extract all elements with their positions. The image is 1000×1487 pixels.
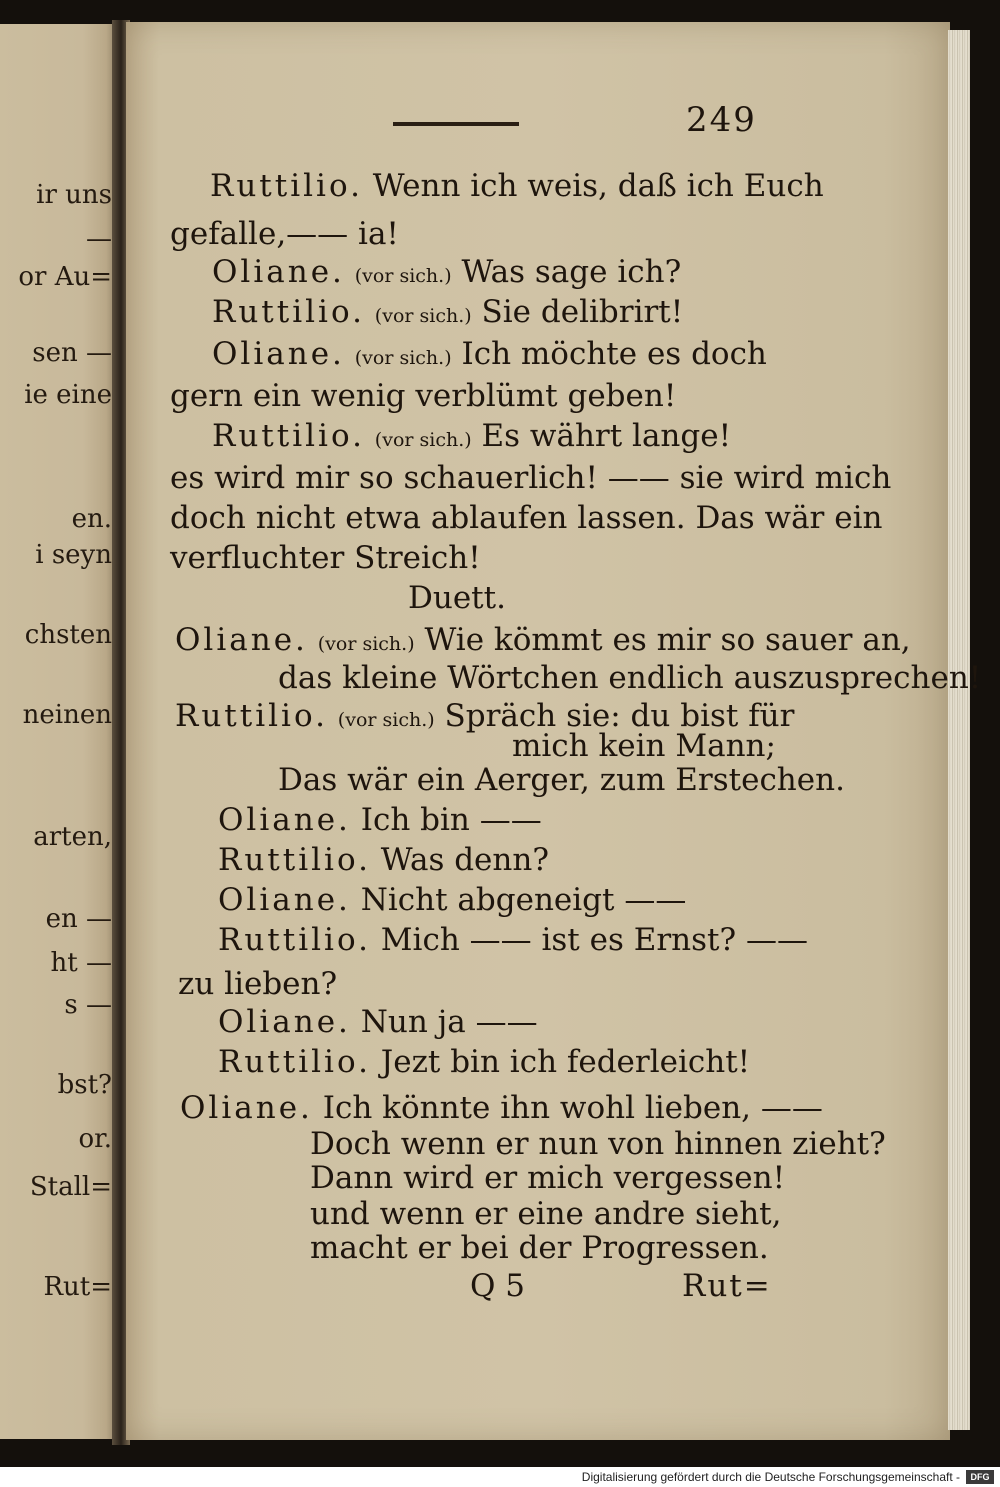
line-text: Wie kömmt es mir so sauer an, <box>424 622 911 658</box>
left-page-fragment: ir uns <box>36 180 112 210</box>
stage-direction: (vor sich.) <box>354 265 452 287</box>
line-text: Ich bin —— <box>360 802 542 838</box>
left-page-fragment: arten, <box>33 822 112 852</box>
text-line <box>310 1126 886 1162</box>
line-text: Ich könnte ihn wohl lieben, —— <box>322 1090 823 1126</box>
left-page-fragment: neinen <box>22 700 112 730</box>
line-text: gefalle,—— ia! <box>170 216 399 252</box>
left-page-fragment: i seyn <box>35 540 112 570</box>
text-line <box>310 1160 785 1196</box>
left-page-fragment: — <box>86 224 112 254</box>
text-line <box>212 336 767 372</box>
text-line <box>278 660 981 696</box>
text-line <box>218 922 808 958</box>
line-text: Sie delibrirt! <box>481 294 684 330</box>
left-page-fragment: ht — <box>50 948 112 978</box>
left-page-fragment: ie eine <box>24 380 112 410</box>
speaker-name: Ruttilio. <box>212 294 365 330</box>
speaker-name: Ruttilio. <box>218 842 371 878</box>
left-page-fragment: Rut= <box>43 1272 112 1302</box>
speaker-name: Oliane. <box>218 1004 351 1040</box>
left-page-fragment: or. <box>78 1124 112 1154</box>
line-text: macht er bei der Progressen. <box>310 1230 769 1266</box>
line-text: Duett. <box>408 580 506 616</box>
text-line <box>218 1044 750 1080</box>
text-line <box>170 216 399 252</box>
text-line <box>218 842 549 878</box>
speaker-name: Ruttilio. <box>212 418 365 454</box>
line-text: Ich möchte es doch <box>461 336 767 372</box>
speaker-name: Oliane. <box>175 622 308 658</box>
line-text: doch nicht etwa ablaufen lassen. Das wär ein <box>170 500 883 536</box>
line-text: Nun ja —— <box>360 1004 538 1040</box>
footer-credit: Digitalisierung gefördert durch die Deutsche Forschungsgemeinschaft - <box>581 1470 960 1484</box>
text-line <box>180 1090 823 1126</box>
stage-direction: (vor sich.) <box>374 429 472 451</box>
stage-direction: (vor sich.) <box>337 709 435 731</box>
speaker-name: Oliane. <box>218 882 351 918</box>
signature-mark: Q 5 <box>470 1268 525 1304</box>
text-line <box>310 1230 769 1266</box>
text-line <box>212 418 731 454</box>
text-line <box>512 728 776 764</box>
page-number: 249 <box>686 100 757 140</box>
line-text: das kleine Wörtchen endlich auszusprechen! <box>278 660 982 696</box>
stage-direction: (vor sich.) <box>317 633 415 655</box>
speaker-name: Ruttilio. <box>175 698 328 734</box>
text-line <box>212 294 683 330</box>
left-page-fragment: Stall= <box>29 1172 112 1202</box>
header-rule <box>393 122 519 126</box>
text-line <box>218 882 686 918</box>
text-line <box>218 1004 538 1040</box>
line-text: Wenn ich weis, daß ich Euch <box>372 168 824 204</box>
speaker-name: Oliane. <box>212 254 345 290</box>
line-text: zu lieben? <box>178 966 338 1002</box>
catchword: Rut= <box>682 1268 772 1304</box>
line-text: Nicht abgeneigt —— <box>360 882 687 918</box>
line-text: Spräch sie: du bist für <box>444 698 795 734</box>
text-line <box>175 622 911 658</box>
left-page-fragment: s — <box>64 990 112 1020</box>
speaker-name: Ruttilio. <box>218 922 371 958</box>
line-text: und wenn er eine andre sieht, <box>310 1196 782 1232</box>
line-text: Mich —— ist es Ernst? —— <box>380 922 808 958</box>
left-page-fragment: sen — <box>32 338 112 368</box>
dfg-logo: DFG <box>966 1470 994 1484</box>
speaker-name: Oliane. <box>212 336 345 372</box>
left-page-fragment: or Au= <box>18 262 112 292</box>
text-line <box>170 500 882 536</box>
speaker-name: Oliane. <box>218 802 351 838</box>
left-page-fragment: chsten <box>24 620 112 650</box>
stage-direction: (vor sich.) <box>354 347 452 369</box>
page-edges <box>948 30 970 1430</box>
line-text: Dann wird er mich vergessen! <box>310 1160 786 1196</box>
text-line <box>210 168 824 204</box>
text-line <box>278 762 845 798</box>
line-text: Es währt lange! <box>481 418 732 454</box>
text-line <box>218 802 542 838</box>
speaker-name: Oliane. <box>180 1090 313 1126</box>
text-line <box>178 966 337 1002</box>
line-text: Das wär ein Aerger, zum Erstechen. <box>278 762 845 798</box>
text-line <box>170 460 891 496</box>
speaker-name: Ruttilio. <box>210 168 363 204</box>
left-page-fragment: bst? <box>57 1070 112 1100</box>
line-text: mich kein Mann; <box>512 728 776 764</box>
line-text: Doch wenn er nun von hinnen zieht? <box>310 1126 886 1162</box>
footer-bar <box>0 1467 1000 1487</box>
speaker-name: Ruttilio. <box>218 1044 371 1080</box>
text-line <box>170 378 676 414</box>
stage-direction: (vor sich.) <box>374 305 472 327</box>
line-text: gern ein wenig verblümt geben! <box>170 378 677 414</box>
left-page-fragment: en. <box>71 504 112 534</box>
line-text: verfluchter Streich! <box>170 540 481 576</box>
text-line <box>310 1196 782 1232</box>
text-line <box>408 580 506 616</box>
text-line <box>170 540 481 576</box>
line-text: Was denn? <box>380 842 549 878</box>
line-text: es wird mir so schauerlich! —— sie wird mich <box>170 460 892 496</box>
left-page-fragment: en — <box>45 904 112 934</box>
text-line <box>212 254 681 290</box>
line-text: Was sage ich? <box>461 254 682 290</box>
line-text: Jezt bin ich federleicht! <box>380 1044 751 1080</box>
